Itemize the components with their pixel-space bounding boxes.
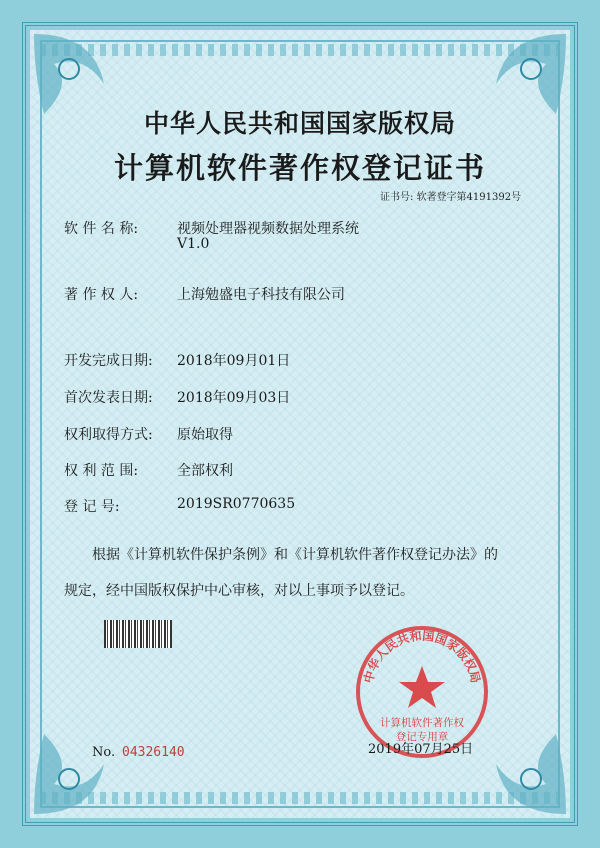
field-label: 权利取得方式:	[64, 427, 153, 443]
statement-line-2: 规定，经中国版权保护中心审核，对以上事项予以登记。	[64, 583, 414, 599]
statement-line-1: 根据《计算机软件保护条例》和《计算机软件著作权登记办法》的	[92, 547, 498, 563]
issuer-title: 中华人民共和国国家版权局	[143, 109, 456, 138]
seal-text-line-2: 登记专用章	[395, 731, 449, 743]
field-software-name	[64, 218, 359, 252]
field-value: 原始取得	[177, 427, 233, 443]
field-registration-number	[64, 496, 296, 516]
field-value: 2018年09月01日	[177, 353, 291, 369]
field-value: 2019SR0770635	[177, 496, 296, 512]
barcode	[104, 620, 172, 648]
field-value: 2018年09月03日	[177, 390, 291, 406]
certificate-number-value: 软著登字第4191392号	[416, 192, 522, 203]
field-label: 首次发表日期:	[64, 390, 153, 406]
field-label: 权 利 范 围:	[64, 463, 139, 479]
seal-arc-text: 中华人民共和国国家版权局	[361, 628, 483, 685]
serial-label: No.	[92, 745, 116, 760]
seal-text-line-1: 计算机软件著作权	[380, 717, 464, 729]
field-copyright-owner	[64, 284, 345, 304]
field-publish-date	[64, 387, 291, 407]
field-value: 上海勉盛电子科技有限公司	[177, 287, 345, 303]
field-label: 开发完成日期:	[64, 353, 153, 369]
field-value-version: V1.0	[177, 236, 210, 252]
field-label: 著 作 权 人:	[64, 287, 139, 303]
field-acquisition-method	[64, 424, 233, 444]
field-label: 软 件 名 称:	[64, 221, 139, 237]
corner-ornament-bottom-left	[24, 714, 144, 824]
field-completion-date	[64, 350, 291, 370]
field-value: 视频处理器视频数据处理系统	[177, 221, 359, 237]
serial-number: 04326140	[122, 745, 185, 760]
issue-date: 2019年07月25日	[368, 742, 474, 757]
field-label: 登 记 号:	[64, 499, 120, 515]
star-icon	[399, 666, 445, 708]
certificate-title: 计算机软件著作权登记证书	[113, 151, 486, 185]
field-value: 全部权利	[177, 463, 233, 479]
certificate-number	[380, 188, 521, 203]
certificate-number-label: 证书号:	[380, 192, 414, 203]
field-rights-scope	[64, 460, 233, 480]
